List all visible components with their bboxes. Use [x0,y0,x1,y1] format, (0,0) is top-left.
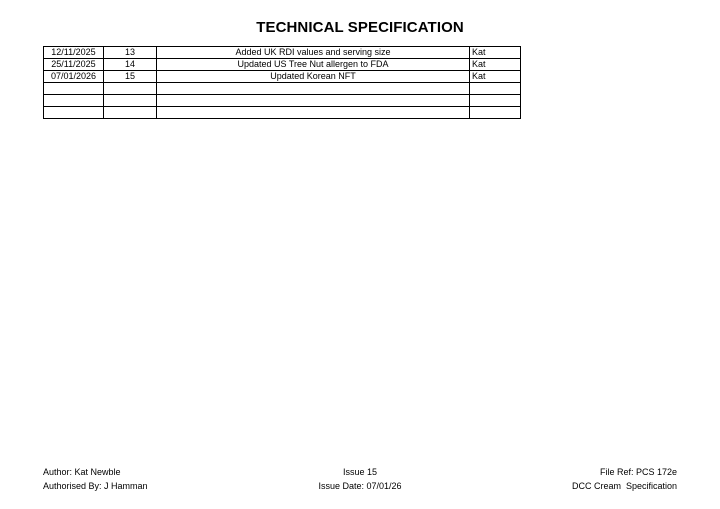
revision-date-cell: 07/01/2026 [44,71,104,83]
table-row [44,83,521,95]
footer-right [572,465,677,493]
revision-issue-cell: 14 [104,59,157,71]
footer-issue-date: Issue Date: 07/01/26 [318,481,402,491]
revision-author-cell: Kat [470,47,521,59]
revision-history-table [43,46,521,119]
document-title: TECHNICAL SPECIFICATION [256,19,464,36]
table-row [44,71,521,83]
revision-date-cell [44,95,104,107]
footer-center [280,465,440,493]
revision-date-cell: 25/11/2025 [44,59,104,71]
footer-left [43,465,148,493]
revision-date-cell [44,107,104,119]
revision-issue-cell [104,83,157,95]
footer-issue: Issue 15 [342,467,378,477]
revision-description-cell: Updated Korean NFT [157,71,470,83]
revision-description-cell: Added UK RDI values and serving size [157,47,470,59]
revision-author-cell [470,83,521,95]
revision-author-cell [470,107,521,119]
revision-issue-cell: 15 [104,71,157,83]
revision-date-cell: 12/11/2025 [44,47,104,59]
table-row [44,59,521,71]
revision-date-cell [44,83,104,95]
revision-description-cell [157,83,470,95]
revision-issue-cell [104,107,157,119]
revision-description-cell: Updated US Tree Nut allergen to FDA [157,59,470,71]
revision-description-cell [157,95,470,107]
revision-author-cell: Kat [470,71,521,83]
revision-author-cell [470,95,521,107]
revision-author-cell: Kat [470,59,521,71]
revision-issue-cell: 13 [104,47,157,59]
footer-authorised-by: Authorised By: J Hamman [43,481,148,491]
revision-issue-cell [104,95,157,107]
revision-description-cell [157,107,470,119]
table-row [44,95,521,107]
footer-file-ref: File Ref: PCS 172e [599,467,677,477]
footer-author: Author: Kat Newble [43,467,121,477]
table-row [44,47,521,59]
footer-document-name: DCC Cream Specification [571,481,677,491]
table-row [44,107,521,119]
